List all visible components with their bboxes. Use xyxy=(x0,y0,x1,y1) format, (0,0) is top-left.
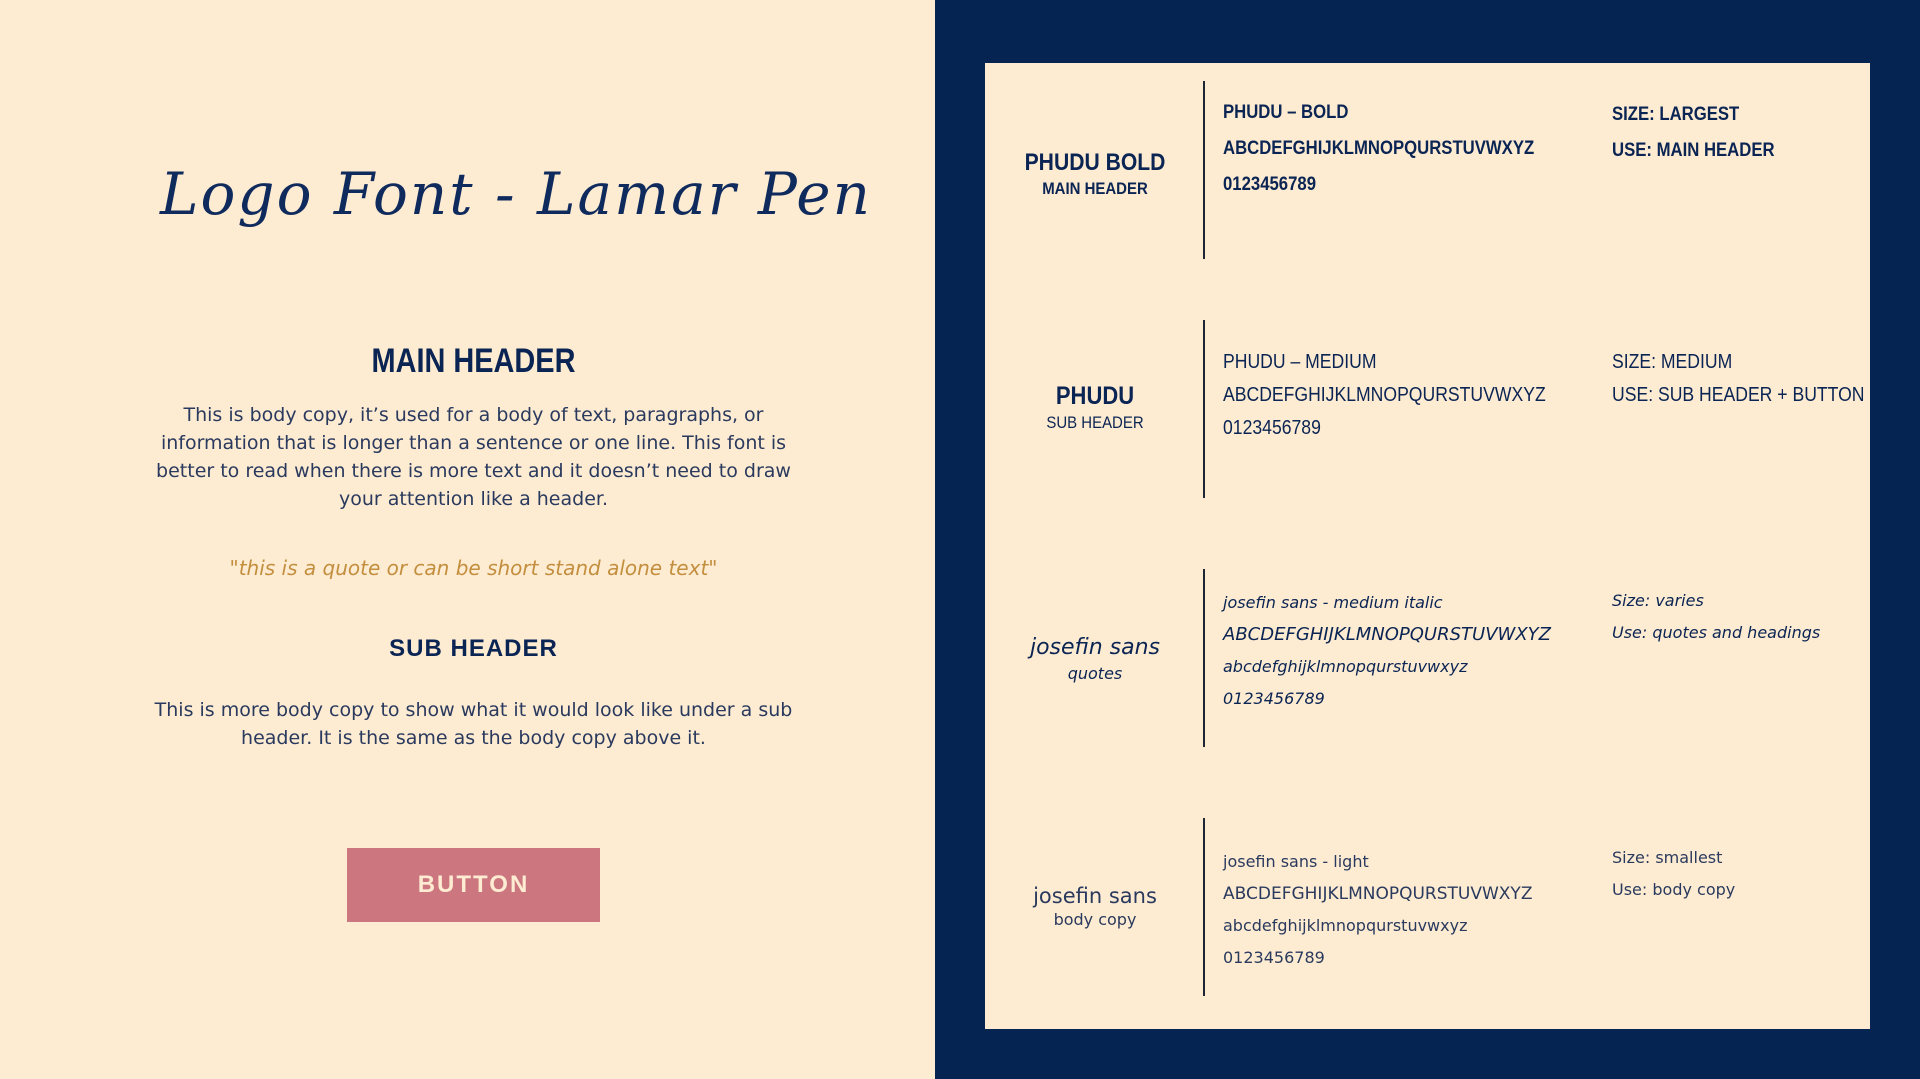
row-divider xyxy=(1203,569,1205,747)
font-samples xyxy=(1223,95,1534,203)
sample-title: PHUDU – BOLD xyxy=(1223,102,1349,123)
sample-uppercase: ABCDEFGHIJKLMNOPQURSTUVWXYZ xyxy=(1223,384,1546,406)
spec-use: USE: SUB HEADER + BUTTON xyxy=(1612,384,1865,406)
font-row-josefin-light xyxy=(985,818,1870,998)
sample-digits: 0123456789 xyxy=(1223,689,1325,708)
sample-lowercase: abcdefghijklmnopqurstuvwxyz xyxy=(1223,916,1468,935)
font-name: PHUDU BOLD xyxy=(1024,149,1166,176)
font-row-phudu-bold xyxy=(985,81,1870,261)
font-specs xyxy=(1612,585,1820,649)
logo-font-sample: Logo Font - Lamar Pen xyxy=(160,160,872,228)
spec-size: SIZE: MEDIUM xyxy=(1612,351,1733,373)
row-divider xyxy=(1203,818,1205,996)
sample-uppercase: ABCDEFGHIJKLMNOPQURSTUVWXYZ xyxy=(1223,138,1535,159)
font-specs xyxy=(1612,97,1775,169)
font-samples xyxy=(1223,346,1546,445)
font-specs xyxy=(1612,842,1735,906)
font-row-label xyxy=(985,884,1205,929)
font-name: josefin sans xyxy=(1033,884,1157,908)
sample-uppercase: ABCDEFGHIJKLMNOPQURSTUVWXYZ xyxy=(1223,624,1551,645)
typography-preview-panel xyxy=(0,0,935,1079)
body-copy-sample-2: This is more body copy to show what it would look like under a sub header. It is the same as the body copy above it. xyxy=(154,699,793,749)
main-header-sample: MAIN HEADER xyxy=(371,342,576,380)
font-row-josefin-italic xyxy=(985,569,1870,749)
sample-title: josefin sans - medium italic xyxy=(1223,593,1443,612)
font-role: SUB HEADER xyxy=(1046,413,1144,432)
font-row-phudu-medium xyxy=(985,320,1870,500)
font-role: body copy xyxy=(1053,910,1137,929)
font-samples xyxy=(1223,587,1551,715)
sample-digits: 0123456789 xyxy=(1223,174,1316,195)
sample-digits: 0123456789 xyxy=(1223,948,1325,967)
sample-title: josefin sans - light xyxy=(1223,852,1369,871)
spec-use: USE: MAIN HEADER xyxy=(1612,140,1775,161)
font-role: MAIN HEADER xyxy=(1042,179,1148,198)
quote-sample: "this is a quote or can be short stand alone text" xyxy=(229,556,718,580)
font-samples xyxy=(1223,846,1532,974)
spec-size: SIZE: LARGEST xyxy=(1612,104,1740,125)
font-name: josefin sans xyxy=(1029,635,1161,660)
font-row-label xyxy=(985,635,1205,683)
sub-header-sample: SUB HEADER xyxy=(389,635,558,662)
spec-use: Use: quotes and headings xyxy=(1612,623,1821,642)
font-role: quotes xyxy=(1067,664,1123,683)
sample-uppercase: ABCDEFGHIJKLMNOPQURSTUVWXYZ xyxy=(1223,884,1533,904)
font-name: PHUDU xyxy=(1055,382,1135,410)
sample-title: PHUDU – MEDIUM xyxy=(1223,351,1377,373)
font-row-label xyxy=(985,382,1205,433)
row-divider xyxy=(1203,320,1205,498)
body-copy-sample: This is body copy, it’s used for a body of text, paragraphs, or information that is longer than a sentence or one line. This font is better to read when there is more text and it doesn’t need to draw your attention like a header. xyxy=(156,404,791,510)
sample-button[interactable]: BUTTON xyxy=(347,848,600,922)
font-row-label xyxy=(985,149,1205,199)
sample-lowercase: abcdefghijklmnopqurstuvwxyz xyxy=(1223,657,1468,676)
spec-size: Size: smallest xyxy=(1612,848,1723,867)
font-specs xyxy=(1612,346,1864,412)
font-specs-panel xyxy=(935,0,1920,1079)
font-specs-card xyxy=(985,63,1870,1029)
spec-size: Size: varies xyxy=(1612,591,1704,610)
sample-digits: 0123456789 xyxy=(1223,417,1321,439)
spec-use: Use: body copy xyxy=(1612,880,1736,899)
row-divider xyxy=(1203,81,1205,259)
